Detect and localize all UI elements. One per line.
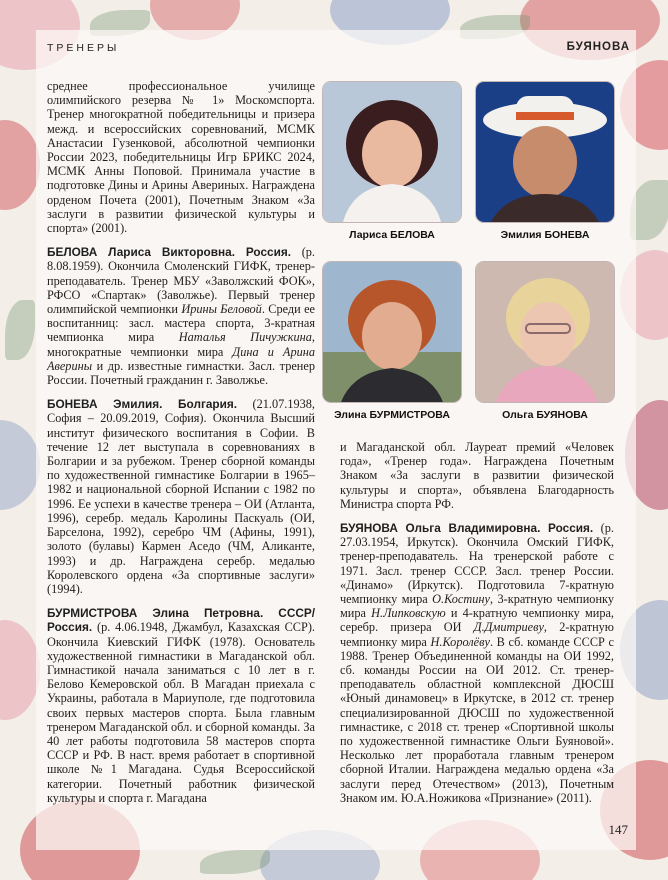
photo-buyanova: [476, 262, 614, 402]
caption-belova: Лариса БЕЛОВА: [349, 229, 435, 241]
boneva-name: БОНЕВА Эмилия. Болгария.: [47, 397, 238, 412]
belova-entry: БЕЛОВА Лариса Викторовна. Россия. (р. 8.08.1959). Окончила Смоленский ГИФК, тренер-преподаватель. Тренер МБУ «Заволжский ФОК», РФСО «Спартак» (Заволжье). Первый тренер олимпийской чемпионки Ирины Беловой. Среди ее воспитанниц: засл. мастера спорта, 3-кратная чемпионка мира Наталья Пичужкина, многократные чемпионки мира Дина и Арина Аверины и др. известные гимнастки. Засл. тренер России. Почетный гражданин г. Заволжье.: [47, 245, 316, 388]
photo-burmistrova: [323, 262, 461, 402]
buyanova-name: БУЯНОВА Ольга Владимировна. Россия.: [340, 521, 594, 536]
intro-paragraph: среднее профессиональное училище олимпийского резерва № 1» Москомспорта. Тренер многократной победительницы и призера межд. и всероссийских соревнований, МСМК Анастасии Гузенковой, абсолютной чемпионки России 2023, победительницы Игр БРИКС 2024, МСМК Анны Поповой. Принимала участие в подготовке Дины и Арины Авериных. Награждена орденом Почета (2001), Почетным Знаком «За заслуги в развитии физической культуры и спорта» (2001).: [47, 79, 315, 236]
belova-name: БЕЛОВА Лариса Викторовна. Россия.: [47, 245, 292, 260]
page-number: 147: [608, 822, 628, 837]
burmistrova-entry: БУРМИСТРОВА Элина Петровна. СССР/Россия. (р. 4.06.1948, Джамбул, Казахская ССР). Окончила Киевский ГИФК (1978). Основатель художественной гимнастики в Магаданской обл. Гимнастикой начала заниматься с 10 лет в г. Белово Кемеровской обл. В Магадан приехала с Украины, работала в Мариуполе, где подготовила своих первых мастеров спорта. Была главным тренером Магаданской обл. и сборной команды. За 40 лет работы подготовила 58 мастеров спорта СССР и РФ. В наст. время работает в спортивной школе №1 Магадана. Судья Всероссийской категории. Почетный работник физической культуры и спорта г. Магадана: [47, 606, 315, 805]
running-header-name: БУЯНОВА: [566, 41, 630, 53]
burmistrova-continued: и Магаданской обл. Лауреат премий «Человек года», «Тренер года». Награждена Почетным Знаком «За заслуги в развитии физической культуры и спорта», объявлена Благодарность Министра спорта РФ.: [340, 440, 614, 511]
caption-boneva: Эмилия БОНЕВА: [500, 229, 590, 241]
right-column: [340, 440, 614, 805]
caption-burmistrova: Элина БУРМИСТРОВА: [334, 409, 450, 421]
caption-buyanova: Ольга БУЯНОВА: [502, 409, 588, 421]
running-header-section: ТРЕНЕРЫ: [47, 42, 120, 54]
boneva-entry: БОНЕВА Эмилия. Болгария. (21.07.1938, София – 20.09.2019, София). Окончила Высший институт физического воспитания в Софии. В течение 12 лет выступала в соревнованиях в Болгарии и за рубежом. Тренер сборной команды по художественной гимнастике Болгарии в 1965–1982 и национальной сборной Испании с 1982 по 1996. Ее успехи в качестве тренера – ОИ (Атланта, 1996), серебр. медаль Каролины Паскуаль (ОИ, Барселона, 1992), серебро ЧМ (Афины, 1991), золото (булавы) Кармен Аседо (ЧМ, Аликанте, 1993) и др. Награждена серебр. медалью Королевского ордена «За спортивные заслуги» (1994).: [47, 397, 316, 596]
burmistrova-name: БУРМИСТРОВА Элина Петровна. СССР/Россия.: [47, 606, 315, 635]
left-column: [47, 79, 315, 805]
photo-belova: [323, 82, 461, 222]
buyanova-entry: БУЯНОВА Ольга Владимировна. Россия. (р. 27.03.1954, Иркутск). Окончила Омский ГИФК, тренер-преподаватель. На тренерской работе с 1971. Засл. тренер СССР. Засл. тренер России. «Динамо» (Иркутск). Подготовила 7-кратную чемпионку мира О.Костину, 3-кратную чемпионку мира Н.Липковскую и 4-кратную чемпионку мира, серебр. призера ОИ Д.Дмитриеву, 2-кратную чемпионку мира Н.Королёву. В сб. команде СССР с 1988. Тренер Объединенной команды на ОИ 1992, сб. команды России на ОИ 2012. Ст. тренер-преподаватель областной комплексной ДЮСШ «Юный динамовец» в Иркутске, в 2012 ст. тренер специализированной ДЮСШ по художественной гимнастике, с 2018 ст. тренер «Спортивной школы по художественной гимнастике Ольги Буяновой». Несколько лет проработала главным тренером сборной Италии. Награждена медалью ордена «За заслуги перед Отечеством» (2013), Почетным Знаком им. Ю.А.Ножикова «Признание» (2011).: [340, 521, 615, 805]
photo-boneva: [476, 82, 614, 222]
